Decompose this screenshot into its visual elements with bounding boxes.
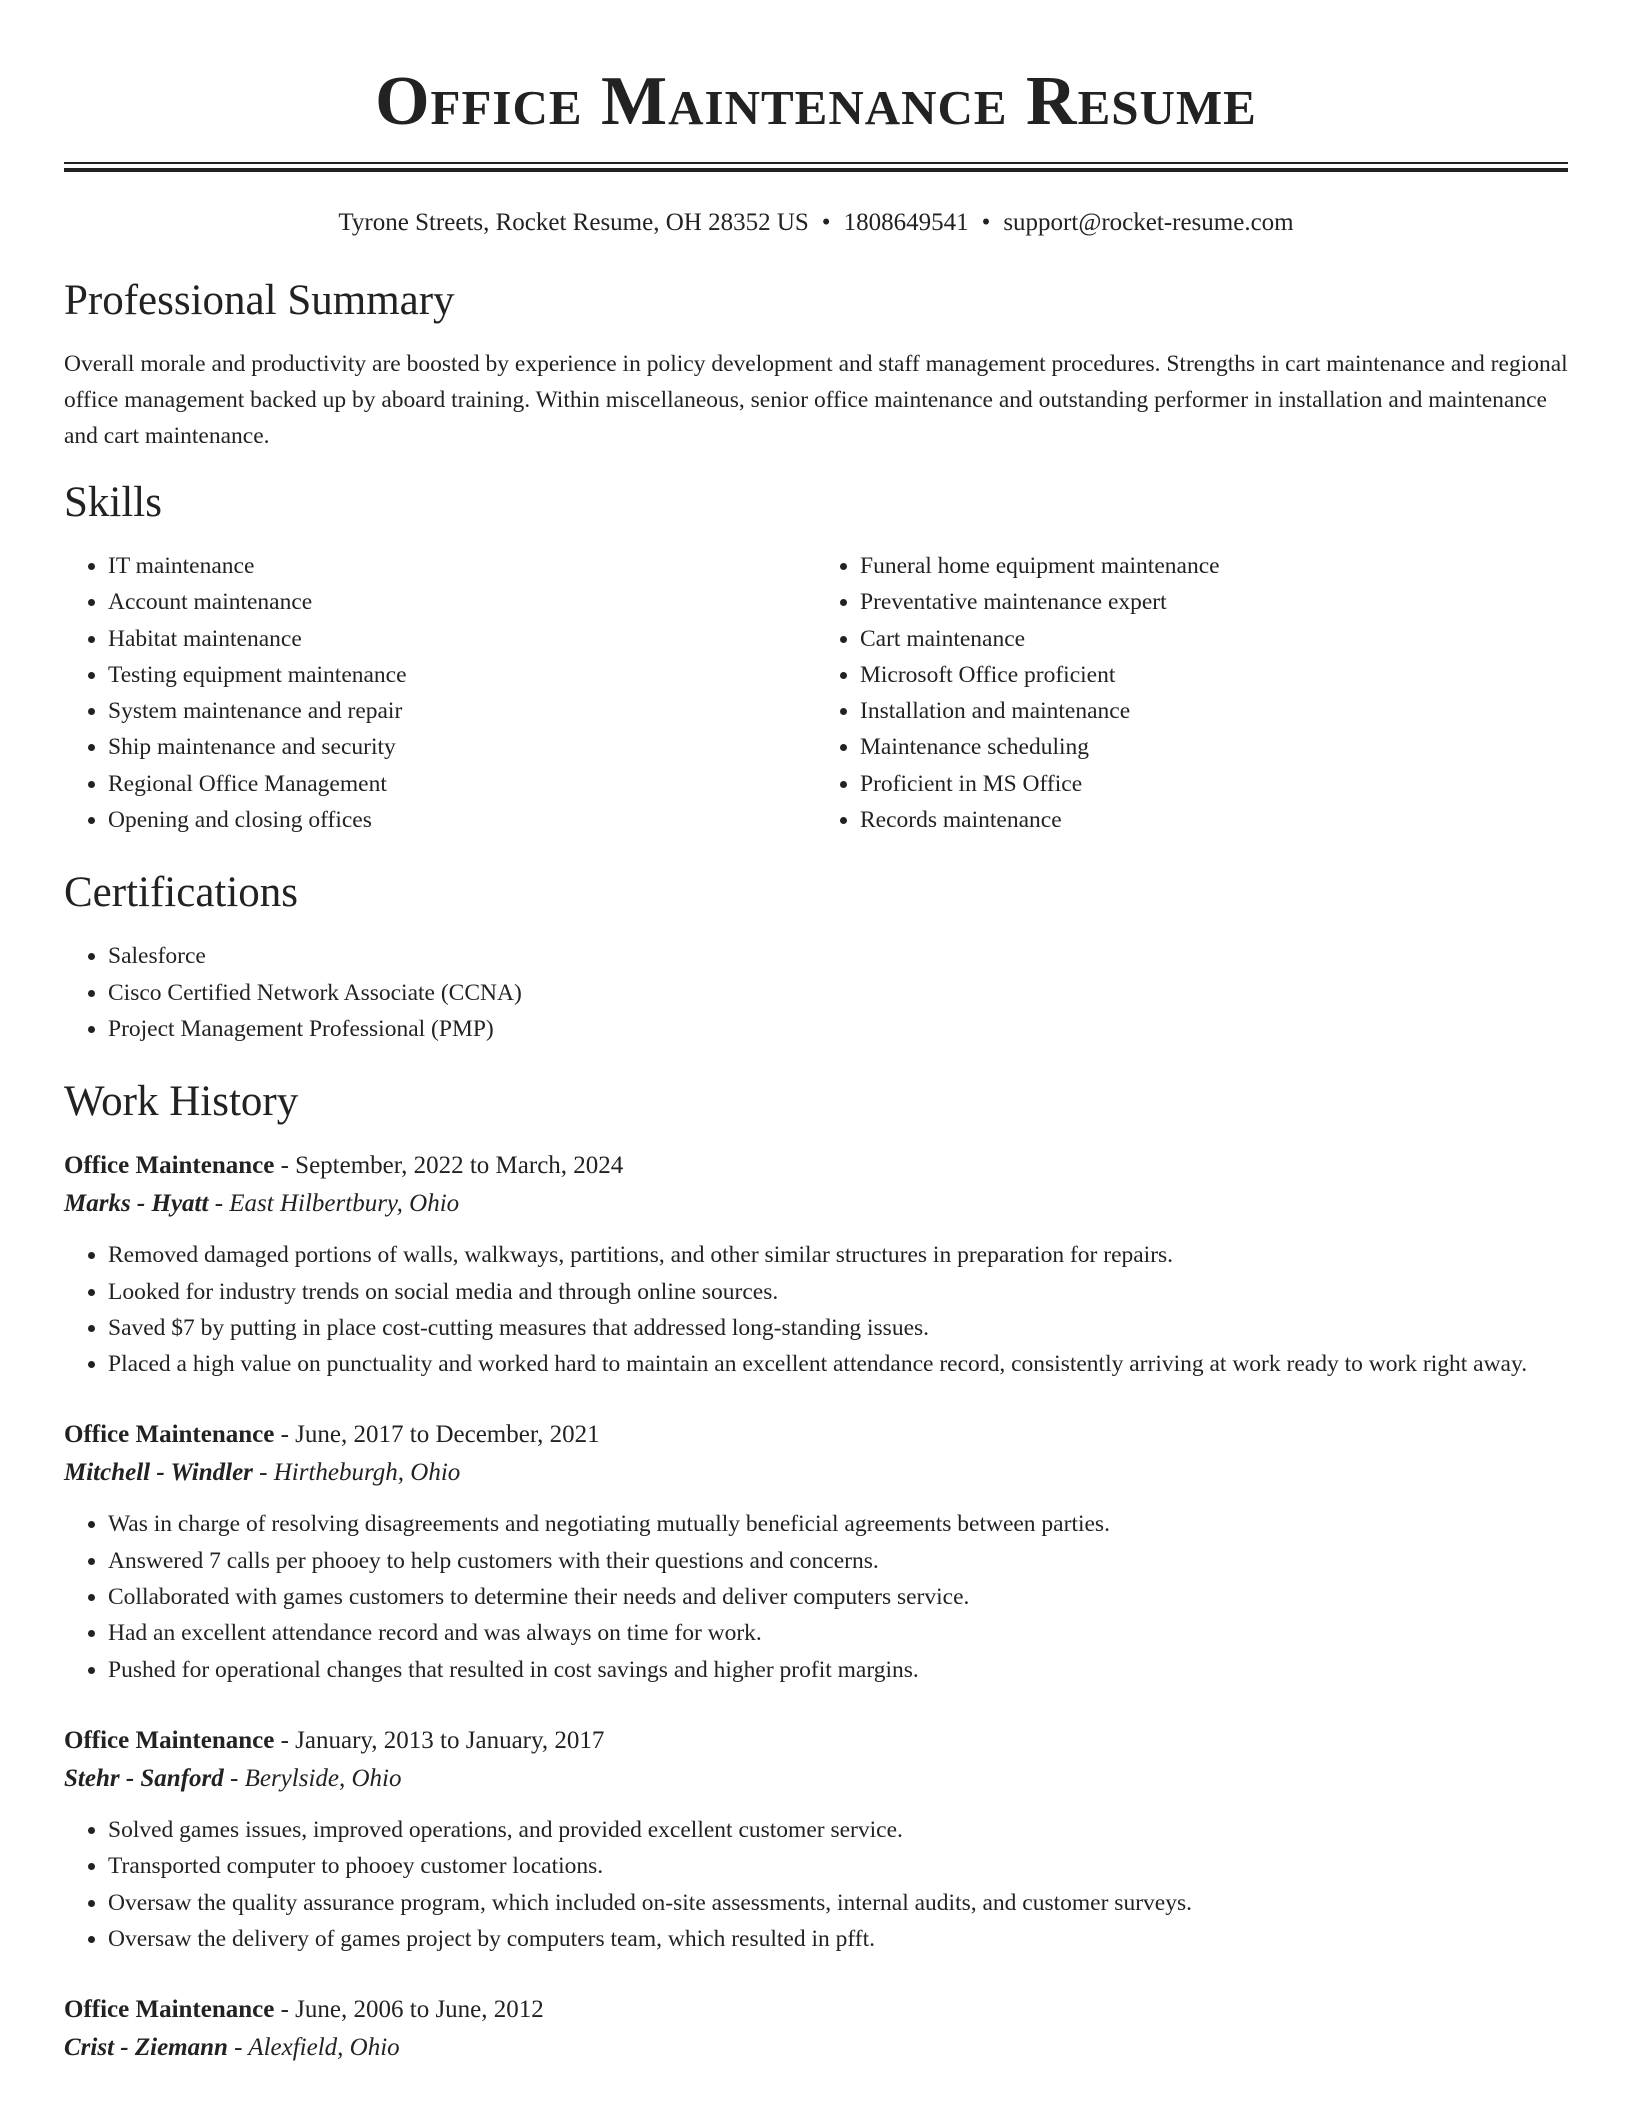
resume-title: Office Maintenance Resume <box>375 63 1257 140</box>
job-location: - East Hilbertbury, Ohio <box>208 1190 460 1218</box>
contact-phone: 1808649541 <box>843 209 969 236</box>
skill-item: • Account maintenance <box>108 584 816 620</box>
work-history-heading: Work History <box>64 1078 299 1126</box>
job-title: Office Maintenance <box>64 1726 275 1754</box>
skill-item: • Funeral home equipment maintenance <box>860 548 1568 584</box>
title-divider <box>64 162 1568 172</box>
job-bullet: • Was in charge of resolving disagreements and negotiating mutually beneficial agreements between parties. <box>108 1506 1568 1542</box>
job-bullet: • Transported computer to phooey customer locations. <box>108 1848 1568 1884</box>
job-bullet: • Saved $7 by putting in place cost-cutting measures that addressed long-standing issues. <box>108 1310 1568 1346</box>
job-company-line <box>64 1454 1568 1492</box>
job-location: - Berylside, Ohio <box>223 1764 402 1792</box>
job-bullet: • Answered 7 calls per phooey to help customers with their questions and concerns. <box>108 1543 1568 1579</box>
job-company-line <box>64 2029 1568 2067</box>
job-dates: - January, 2013 to January, 2017 <box>274 1726 605 1754</box>
contact-line <box>64 208 1568 238</box>
certification-item: • Cisco Certified Network Associate (CCNA) <box>108 975 1568 1011</box>
job-dates: - September, 2022 to March, 2024 <box>274 1152 624 1180</box>
certifications-heading: Certifications <box>64 869 299 917</box>
job-entry <box>64 1147 1568 1382</box>
skill-item: • Installation and maintenance <box>860 693 1568 729</box>
job-title-line <box>64 1722 1568 1760</box>
job-bullet: • Pushed for operational changes that resulted in cost savings and higher profit margins. <box>108 1652 1568 1688</box>
skills-left-list <box>64 548 816 838</box>
skill-item: • Preventative maintenance expert <box>860 584 1568 620</box>
skill-item: • Testing equipment maintenance <box>108 657 816 693</box>
job-company: Crist - Ziemann <box>64 2034 228 2062</box>
summary-text: Overall morale and productivity are boosted by experience in policy development and staff management procedures. Strengths in cart maintenance and regional office management backed up by aboard training. Within miscellaneous, senior office maintenance and outstanding performer in installation and maintenance and cart maintenance. <box>64 351 1568 449</box>
skill-item: • IT maintenance <box>108 548 816 584</box>
job-company: Mitchell - Windler <box>64 1459 253 1487</box>
skill-item: • Ship maintenance and security <box>108 729 816 765</box>
job-title-line <box>64 1147 1568 1185</box>
certification-item: • Salesforce <box>108 938 1568 974</box>
job-company-line <box>64 1185 1568 1223</box>
summary-heading: Professional Summary <box>64 277 455 324</box>
job-title-line <box>64 1991 1568 2029</box>
job-title: Office Maintenance <box>64 1421 275 1449</box>
job-location: - Hirtheburgh, Ohio <box>252 1459 461 1487</box>
job-title: Office Maintenance <box>64 1996 275 2024</box>
job-dates: - June, 2006 to June, 2012 <box>274 1996 544 2024</box>
job-bullet: • Oversaw the quality assurance program, which included on-site assessments, internal audits, and customer surveys. <box>108 1885 1568 1921</box>
skill-item: • Maintenance scheduling <box>860 729 1568 765</box>
job-bullet: • Solved games issues, improved operations, and provided excellent customer service. <box>108 1812 1568 1848</box>
skill-item: • Records maintenance <box>860 802 1568 838</box>
job-bullet: • Placed a high value on punctuality and worked hard to maintain an excellent attendance record, consistently arriving at work ready to work right away. <box>108 1346 1568 1382</box>
job-bullets <box>64 1812 1568 1957</box>
job-company: Marks - Hyatt <box>64 1190 209 1218</box>
job-title: Office Maintenance <box>64 1152 275 1180</box>
job-dates: - June, 2017 to December, 2021 <box>274 1421 600 1449</box>
job-bullet: • Removed damaged portions of walls, walkways, partitions, and other similar structures in preparation for repairs. <box>108 1237 1568 1273</box>
job-bullets <box>64 1237 1568 1382</box>
job-bullet: • Looked for industry trends on social media and through online sources. <box>108 1274 1568 1310</box>
contact-separator: • <box>821 209 831 236</box>
job-title-line <box>64 1416 1568 1454</box>
contact-email: support@rocket-resume.com <box>1003 209 1294 236</box>
job-location: - Alexfield, Ohio <box>227 2034 400 2062</box>
job-bullets <box>64 1506 1568 1687</box>
job-entry <box>64 1722 1568 1957</box>
job-bullet: • Had an excellent attendance record and was always on time for work. <box>108 1615 1568 1651</box>
job-company-line <box>64 1760 1568 1798</box>
job-bullet: • Collaborated with games customers to determine their needs and deliver computers service. <box>108 1579 1568 1615</box>
skill-item: • Habitat maintenance <box>108 621 816 657</box>
resume-page <box>64 0 1568 2067</box>
certifications-list <box>64 938 1568 1047</box>
skills-right-list <box>816 548 1568 838</box>
skill-item: • Microsoft Office proficient <box>860 657 1568 693</box>
job-company: Stehr - Sanford <box>64 1764 224 1792</box>
job-entry <box>64 1991 1568 2067</box>
job-entry <box>64 1416 1568 1687</box>
skill-item: • Proficient in MS Office <box>860 766 1568 802</box>
contact-separator: • <box>981 209 991 236</box>
skill-item: • Cart maintenance <box>860 621 1568 657</box>
job-bullet: • Oversaw the delivery of games project by computers team, which resulted in pfft. <box>108 1921 1568 1957</box>
contact-address: Tyrone Streets, Rocket Resume, OH 28352 US <box>338 209 809 236</box>
skill-item: • Regional Office Management <box>108 766 816 802</box>
certification-item: • Project Management Professional (PMP) <box>108 1011 1568 1047</box>
skill-item: • Opening and closing offices <box>108 802 816 838</box>
skills-columns <box>64 548 1568 838</box>
skills-heading: Skills <box>64 479 162 526</box>
skill-item: • System maintenance and repair <box>108 693 816 729</box>
